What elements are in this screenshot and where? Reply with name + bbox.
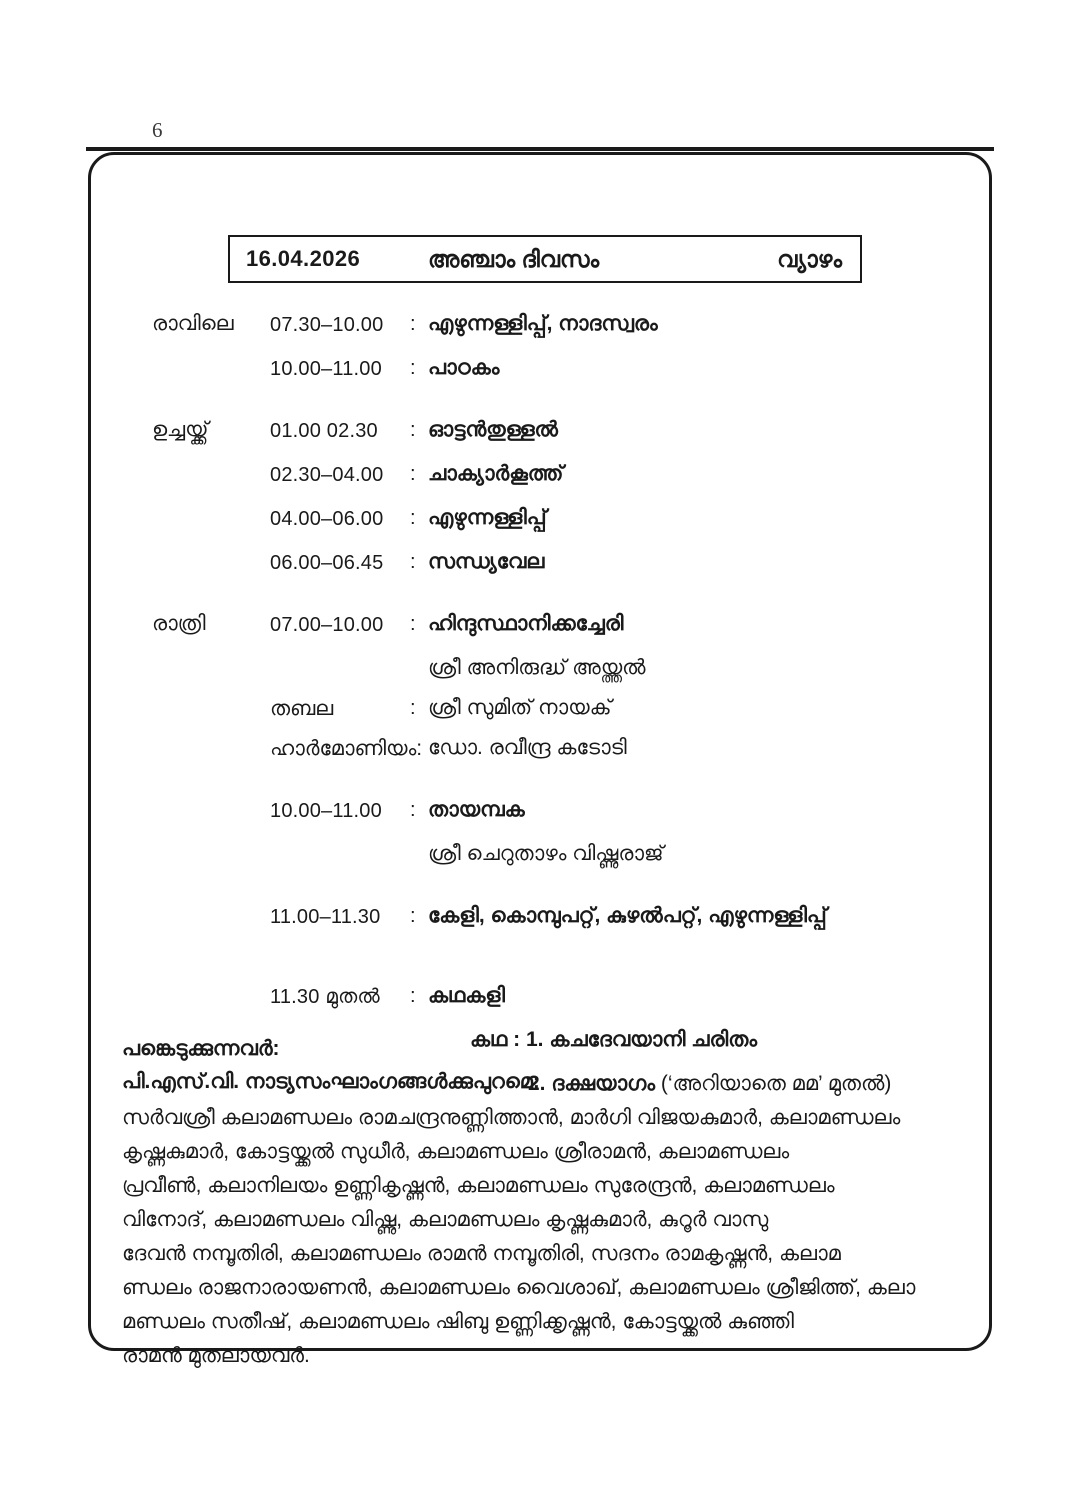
- participants-line: പ്രവീൺ, കലാനിലയം ഉണ്ണികൃഷ്ണൻ, കലാമണ്ഡലം സുരേന്ദ്രൻ, കലാമണ്ഡലം: [122, 1174, 835, 1197]
- schedule-artist: ശ്രീ സുമിത് നായക്: [428, 696, 612, 719]
- schedule-colon: :: [410, 697, 416, 719]
- schedule-row: [88, 904, 992, 984]
- schedule-row: [88, 462, 992, 506]
- participants-line: സർവശ്രീ കലാമണ്ഡലം രാമചന്ദ്രനുണ്ണിത്താൻ, മാർഗി വിജയകുമാർ, കലാമണ്ഡലം: [122, 1106, 901, 1129]
- schedule-artist: ശ്രീ അനിരുദ്ധ് അയ്ത്തൽ: [428, 656, 646, 679]
- schedule-row: [88, 312, 992, 356]
- schedule-colon: :: [410, 613, 416, 635]
- schedule-period: ഉച്ചയ്ക്ക്: [152, 418, 209, 441]
- top-rule-divider: [86, 147, 994, 151]
- schedule-artist: ശ്രീ ചെറുതാഴം വിഷ്ണുരാജ്: [428, 842, 664, 865]
- schedule-event: ഹിന്ദുസ്ഥാനിക്കച്ചേരി: [428, 612, 624, 635]
- header-date: 16.04.2026: [246, 246, 361, 271]
- header-day-label: അഞ്ചാം ദിവസം: [428, 245, 600, 272]
- participants-line: ദേവൻ നമ്പൂതിരി, കലാമണ്ഡലം രാമൻ നമ്പൂതിരി, സദനം രാമകൃഷ്ണൻ, കലാമ: [122, 1242, 841, 1265]
- schedule-row: [88, 984, 992, 1028]
- schedule-event: കഥകളി: [428, 984, 505, 1007]
- schedule-colon: :: [410, 357, 416, 379]
- schedule-colon: :: [410, 905, 416, 927]
- story-line-1: കഥ : 1. കചദേവയാനി ചരിതം: [470, 1028, 758, 1051]
- participants-line: കൃഷ്ണകുമാർ, കോട്ടയ്ക്കൽ സുധീർ, കലാമണ്ഡലം ശ്രീരാമൻ, കലാമണ്ഡലം: [122, 1140, 790, 1163]
- participants-section: [122, 1032, 962, 1373]
- schedule-event: സന്ധ്യവേല: [428, 550, 545, 573]
- schedule-time: 11.00–11.30: [270, 906, 381, 928]
- schedule-time: 07.00–10.00: [270, 614, 384, 636]
- schedule-time: 10.00–11.00: [270, 358, 382, 380]
- participants-line: മണ്ഡലം സതീഷ്, കലാമണ്ഡലം ഷിബു ഉണ്ണിക്കൃഷ്ണൻ, കോട്ടയ്ക്കൽ കുഞ്ഞി: [122, 1310, 794, 1333]
- schedule-time: 02.30–04.00: [270, 464, 384, 486]
- schedule-row: [88, 696, 992, 736]
- schedule-row: [88, 506, 992, 550]
- schedule-colon: :: [410, 799, 416, 821]
- schedule-event: കേളി, കൊമ്പുപറ്റ്, കുഴൽപറ്റ്, എഴുന്നള്ളിപ്പ്: [428, 904, 827, 927]
- schedule-colon: :: [410, 985, 416, 1007]
- schedule-instrument-label: ഹാർമോണിയം:: [270, 737, 423, 760]
- schedule-time: 04.00–06.00: [270, 508, 384, 530]
- schedule-colon: :: [410, 313, 416, 335]
- schedule-period: രാത്രി: [152, 612, 206, 635]
- participants-line: രാമൻ മുതലായവർ.: [122, 1344, 310, 1367]
- schedule-row: [88, 798, 992, 842]
- participants-body: [122, 1101, 962, 1373]
- schedule-event: എഴുന്നള്ളിപ്പ്: [428, 506, 547, 529]
- schedule-event: പാഠകം: [428, 356, 500, 379]
- schedule-row: [88, 736, 992, 798]
- date-header-box: [228, 235, 862, 283]
- schedule-time: 06.00–06.45: [270, 552, 384, 574]
- schedule-row: [88, 550, 992, 612]
- page-number: 6: [152, 118, 163, 142]
- schedule-row: [88, 656, 992, 696]
- schedule-event: തായമ്പക: [428, 798, 525, 821]
- schedule-time: 11.30 മുതൽ: [270, 986, 380, 1008]
- schedule-period: രാവിലെ: [152, 312, 234, 335]
- page-content: [88, 152, 992, 1367]
- schedule-row: [88, 418, 992, 462]
- schedule-event: ചാക്യാർകൂത്ത്: [428, 462, 564, 485]
- schedule-list: [88, 312, 992, 1116]
- schedule-time: 01.00 02.30: [270, 420, 378, 442]
- schedule-time: 10.00–11.00: [270, 800, 382, 822]
- schedule-event: ഓട്ടൻതുള്ളൽ: [428, 418, 558, 441]
- schedule-row: [88, 356, 992, 418]
- schedule-colon: :: [410, 419, 416, 441]
- story-line-2-number: 2. ദക്ഷയാഗം: [528, 1072, 661, 1095]
- schedule-time: 07.30–10.00: [270, 314, 384, 336]
- schedule-event: എഴുന്നള്ളിപ്പ്, നാദസ്വരം: [428, 312, 658, 335]
- schedule-colon: :: [410, 551, 416, 573]
- participants-line: വിനോദ്, കലാമണ്ഡലം വിഷ്ണു, കലാമണ്ഡലം കൃഷ്ണകുമാർ, കുറൂർ വാസു: [122, 1208, 769, 1231]
- header-weekday: വ്യാഴം: [777, 245, 842, 272]
- participants-heading-1: പങ്കെടുക്കുന്നവർ:: [122, 1037, 280, 1060]
- schedule-row: [88, 612, 992, 656]
- participants-heading-2: പി.എസ്.വി. നാട്യസംഘാംഗങ്ങൾക്കുപുറമെ:: [122, 1070, 540, 1093]
- schedule-colon: :: [410, 463, 416, 485]
- schedule-colon: :: [410, 507, 416, 529]
- schedule-artist: ഡോ. രവീന്ദ്ര കടോടി: [428, 736, 627, 759]
- story-line-2-note: (‘അറിയാതെ മമ’ മുതൽ): [660, 1072, 892, 1095]
- schedule-instrument-label: തബല: [270, 697, 334, 720]
- schedule-row: [88, 842, 992, 904]
- participants-line: ണ്ഡലം രാജനാരായണൻ, കലാമണ്ഡലം വൈശാഖ്, കലാമണ്ഡലം ശ്രീജിത്ത്, കലാ: [122, 1276, 916, 1299]
